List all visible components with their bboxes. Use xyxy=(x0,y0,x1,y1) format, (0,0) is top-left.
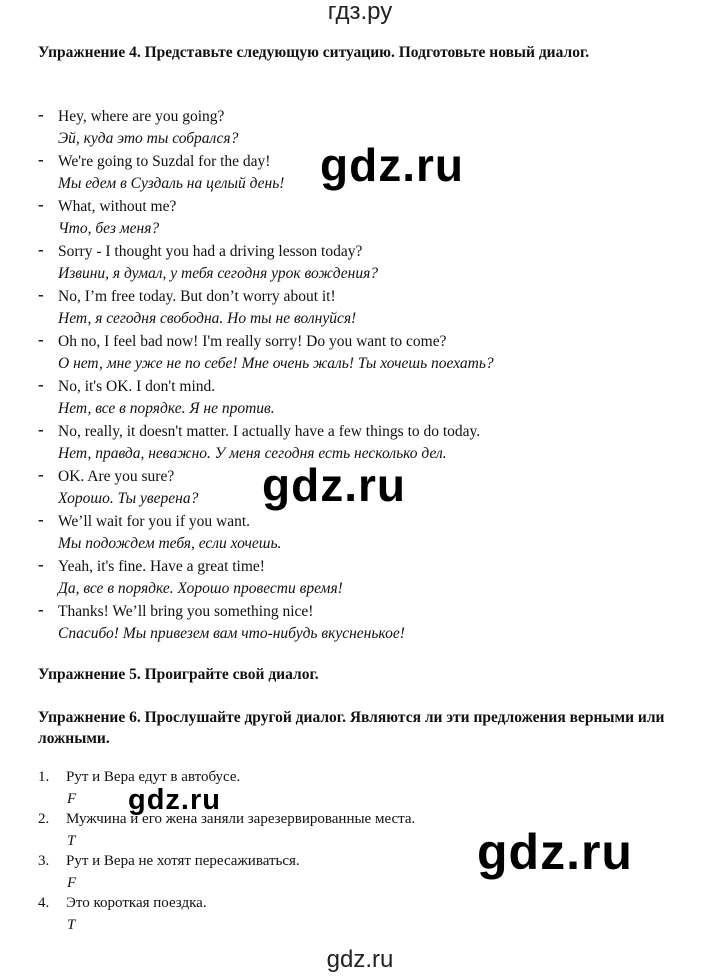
watermark: gdz.ru xyxy=(128,784,221,816)
russian-translation: Спасибо! Мы привезем вам что-нибудь вкусненькое! xyxy=(58,625,405,642)
english-line: We're going to Suzdal for the day! xyxy=(58,153,271,170)
answer-mark: T xyxy=(67,833,76,849)
dash-marker: - xyxy=(38,195,44,214)
russian-translation: Мы едем в Суздаль на целый день! xyxy=(58,175,285,192)
exercise-5-heading: Упражнение 5. Проиграйте свой диалог. xyxy=(38,666,319,683)
dialog-line xyxy=(38,377,678,421)
question-number: 4. xyxy=(38,895,50,911)
dialog-line xyxy=(38,242,678,286)
dialog-line xyxy=(38,332,678,376)
english-line: We’ll wait for you if you want. xyxy=(58,513,251,530)
russian-translation: Эй, куда это ты собрался? xyxy=(58,130,239,147)
english-line: Oh no, I feel bad now! I'm really sorry! Do you want to come? xyxy=(58,333,447,350)
russian-translation: Нет, правда, неважно. У меня сегодня есть несколько дел. xyxy=(58,445,447,462)
dash-marker: - xyxy=(38,510,44,529)
russian-translation: Нет, я сегодня свободна. Но ты не волнуйся! xyxy=(58,310,357,327)
dash-marker: - xyxy=(38,105,44,124)
dash-marker: - xyxy=(38,600,44,619)
watermark: gdz.ru xyxy=(320,139,464,191)
dialog-line xyxy=(38,557,678,601)
dash-marker: - xyxy=(38,285,44,304)
dash-marker: - xyxy=(38,150,44,169)
english-line: Yeah, it's fine. Have a great time! xyxy=(58,558,265,575)
dialog-line xyxy=(38,197,678,241)
russian-translation: Извини, я думал, у тебя сегодня урок вождения? xyxy=(58,265,379,282)
english-line: What, without me? xyxy=(58,198,177,215)
english-line: No, it's OK. I don't mind. xyxy=(58,378,216,395)
question-number: 3. xyxy=(38,853,50,869)
dash-marker: - xyxy=(38,375,44,394)
russian-translation: Хорошо. Ты уверена? xyxy=(58,490,199,507)
exercise-4-heading: Упражнение 4. Представьте следующую ситуацию. Подготовьте новый диалог. xyxy=(38,44,590,61)
english-line: No, really, it doesn't matter. I actually have a few things to do today. xyxy=(58,423,481,440)
dash-marker: - xyxy=(38,465,44,484)
english-line: Sorry - I thought you had a driving lesson today? xyxy=(58,243,363,260)
answer-mark: F xyxy=(67,791,77,807)
watermark: gdz.ru xyxy=(477,824,633,880)
dash-marker: - xyxy=(38,330,44,349)
russian-translation: Мы подождем тебя, если хочешь. xyxy=(58,535,282,552)
answer-mark: F xyxy=(67,875,77,891)
watermark: gdz.ru xyxy=(262,459,406,511)
question-item xyxy=(38,893,678,937)
site-footer: gdz.ru xyxy=(326,946,394,973)
question-text: Рут и Вера не хотят пересаживаться. xyxy=(66,853,300,869)
answer-mark: T xyxy=(67,917,76,933)
question-text: Рут и Вера едут в автобусе. xyxy=(66,769,241,785)
russian-translation: Да, все в порядке. Хорошо провести время! xyxy=(58,580,343,597)
dash-marker: - xyxy=(38,240,44,259)
site-header: гдз.ру xyxy=(327,0,393,25)
russian-translation: Нет, все в порядке. Я не против. xyxy=(58,400,275,417)
dialog-line xyxy=(38,602,678,646)
question-number: 1. xyxy=(38,769,50,785)
question-text: Мужчина и его жена заняли зарезервированные места. xyxy=(66,811,416,827)
question-number: 2. xyxy=(38,811,50,827)
russian-translation: Что, без меня? xyxy=(58,220,160,237)
dash-marker: - xyxy=(38,420,44,439)
english-line: OK. Are you sure? xyxy=(58,468,175,485)
exercise-6-heading: Упражнение 6. Прослушайте другой диалог. Являются ли эти предложения верными или ложными. xyxy=(38,709,665,747)
english-line: No, I’m free today. But don’t worry about it! xyxy=(58,288,336,305)
english-line: Thanks! We’ll bring you something nice! xyxy=(58,603,314,620)
dialog-line xyxy=(38,287,678,331)
question-text: Это короткая поездка. xyxy=(66,895,207,911)
dialog-line xyxy=(38,512,678,556)
russian-translation: О нет, мне уже не по себе! Мне очень жаль! Ты хочешь поехать? xyxy=(58,355,494,372)
dash-marker: - xyxy=(38,555,44,574)
english-line: Hey, where are you going? xyxy=(58,108,225,125)
